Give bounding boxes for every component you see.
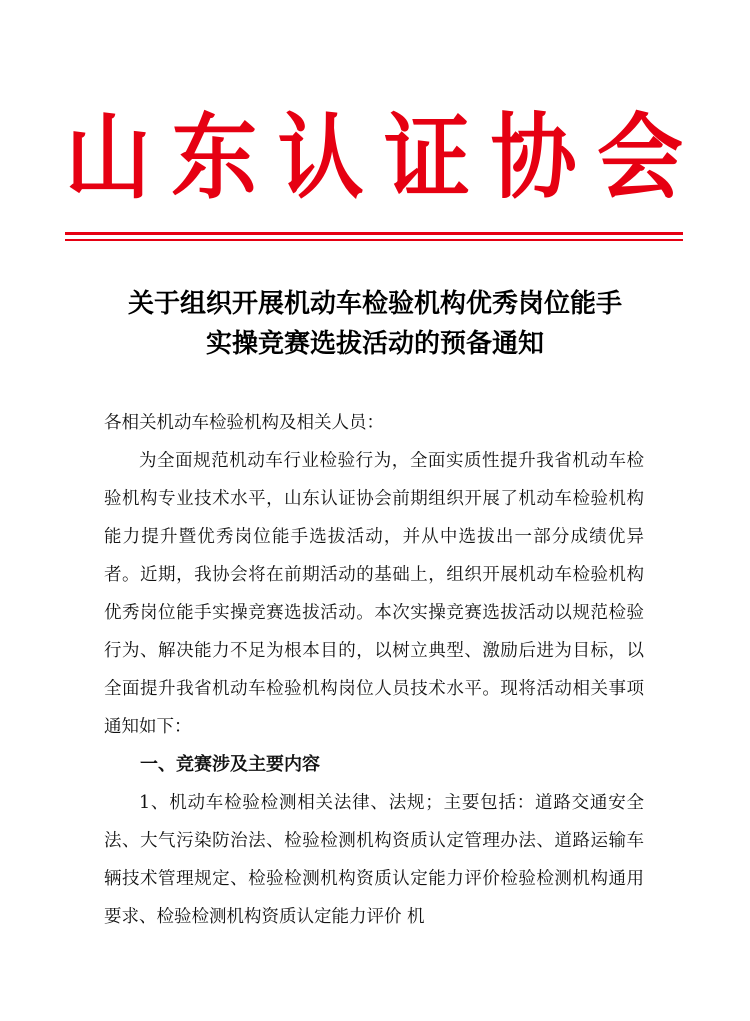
masthead-char: 山: [65, 102, 151, 212]
masthead-char: 认: [277, 102, 364, 212]
document-title: [60, 284, 690, 364]
masthead-char: 证: [384, 102, 471, 212]
title-line-1: 关于组织开展机动车检验机构优秀岗位能手: [127, 289, 622, 319]
red-divider-thin: [65, 239, 683, 241]
salutation: 各相关机动车检验机构及相关人员：: [104, 413, 384, 433]
masthead-char: 协: [490, 102, 577, 212]
document-body: [104, 404, 644, 936]
masthead-char: 会: [596, 102, 683, 212]
masthead-title: [65, 102, 683, 212]
intro-paragraph: 为全面规范机动车行业检验行为，全面实质性提升我省机动车检验机构专业技术水平，山东认证协会前期组织开展了机动车检验机构能力提升暨优秀岗位能手选拔活动，并从中选拔出一部分成绩优异者。近期，我协会将在前期活动的基础上，组织开展机动车检验机构优秀岗位能手实操竞赛选拔活动。本次实操竞赛选拔活动以规范检验行为、解决能力不足为根本目的，以树立典型、激励后进为目标，以全面提升我省机动车检验机构岗位人员技术水平。现将活动相关事项通知如下：: [104, 451, 644, 737]
red-divider-thick: [65, 232, 683, 235]
list-item: 1、机动车检验检测相关法律、法规；主要包括：道路交通安全法、大气污染防治法、检验检测机构资质认定管理办法、道路运输车辆技术管理规定、检验检测机构资质认定能力评价检验检测机构通用要求、检验检测机构资质认定能力评价 机: [104, 793, 644, 927]
masthead-char: 东: [171, 102, 258, 212]
section-heading: 一、竞赛涉及主要内容: [140, 754, 320, 775]
title-line-2: 实操竞赛选拔活动的预备通知: [205, 329, 544, 359]
